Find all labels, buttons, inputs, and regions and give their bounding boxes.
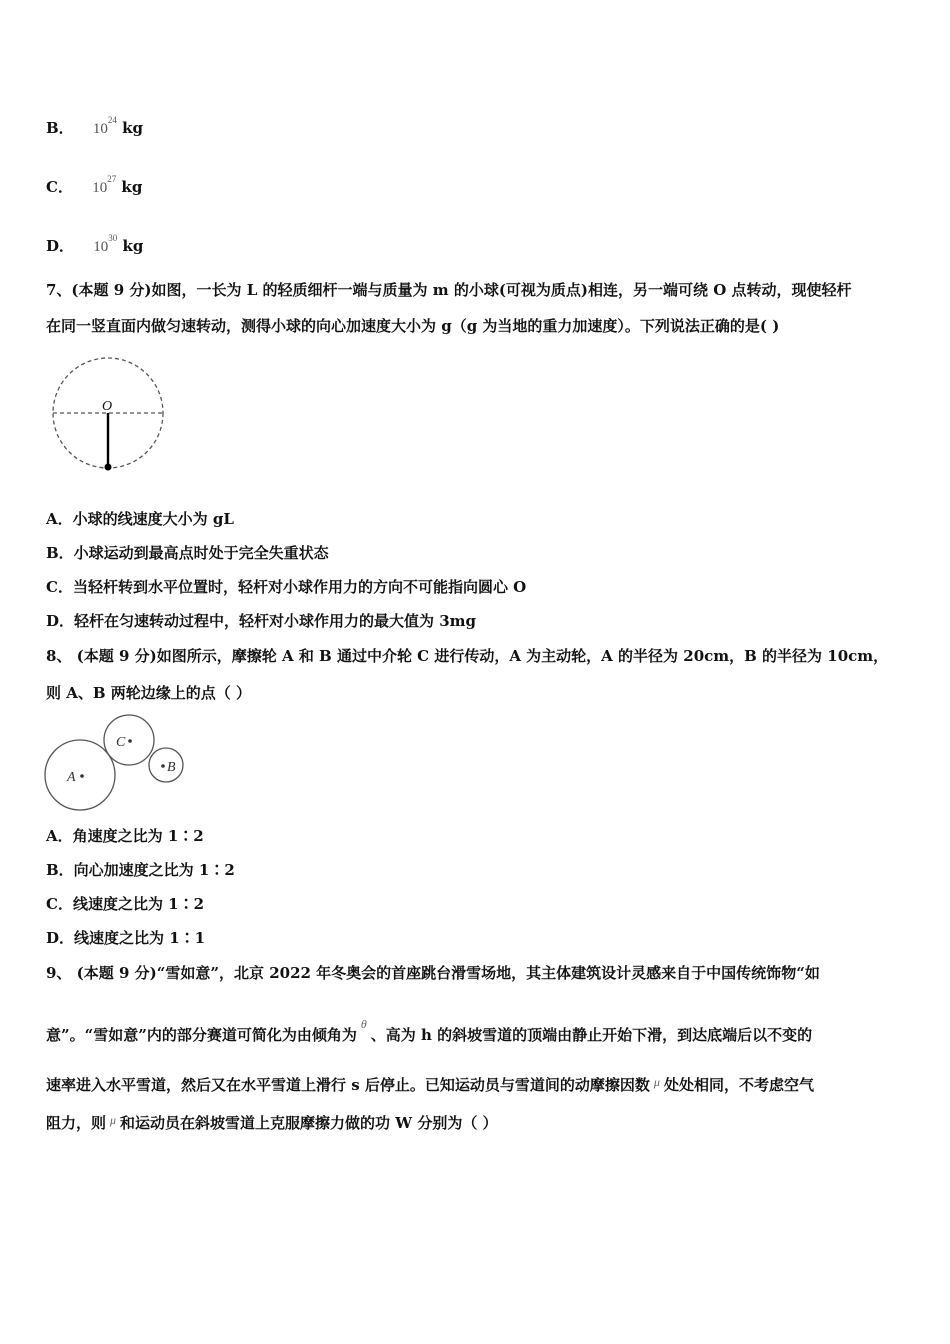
option-label: D． xyxy=(46,237,75,255)
power-expression: $10^{27}$ xyxy=(92,174,117,196)
wheel-b-label: B xyxy=(167,760,176,775)
wheel-a xyxy=(45,740,115,810)
q8-option-b: B．向心加速度之比为 1∶2 xyxy=(46,861,235,879)
q8-stem-line2: 则 A、B 两轮边缘上的点（ ） xyxy=(46,684,251,702)
mu-symbol: μ xyxy=(653,1075,660,1089)
wheel-c-center xyxy=(128,739,132,743)
q7-stem-line1: 7、(本题 9 分)如图，一长为 L 的轻质细杆一端与质量为 m 的小球(可视为质点)相连，另一端可绕 O 点转动，现使轻杆 xyxy=(46,281,852,299)
mu-symbol: μ xyxy=(110,1113,117,1127)
unit: kg xyxy=(121,178,143,196)
q8-stem-line1: 8、 (本题 9 分)如图所示，摩擦轮 A 和 B 通过中介轮 C 进行传动，A 为主动轮，A 的半径为 20cm，B 的半径为 10cm， xyxy=(46,647,889,665)
q9-stem-line1: 9、 (本题 9 分)“雪如意”，北京 2022 年冬奥会的首座跳台滑雪场地，其主体建筑设计灵感来自于中国传统饰物“如 xyxy=(46,964,820,982)
q7-option-d: D．轻杆在匀速转动过程中，轻杆对小球作用力的最大值为 3mg xyxy=(46,612,477,630)
wheel-b-center xyxy=(161,764,165,768)
power-expression: $10^{30}$ xyxy=(93,233,118,255)
wheel-a-label: A xyxy=(67,770,76,785)
ball xyxy=(105,464,112,471)
q8-figure-friction-wheels xyxy=(42,712,192,816)
q7-option-b: B．小球运动到最高点时处于完全失重状态 xyxy=(46,544,329,562)
q8-option-d: D．线速度之比为 1∶1 xyxy=(46,929,206,947)
q8-option-c: C．线速度之比为 1∶2 xyxy=(46,895,205,913)
theta-symbol: θ xyxy=(360,1017,367,1031)
unit: kg xyxy=(122,237,144,255)
wheel-a-center xyxy=(80,774,84,778)
q6-option-d xyxy=(46,232,143,257)
q7-option-c: C．当轻杆转到水平位置时，轻杆对小球作用力的方向不可能指向圆心 O xyxy=(46,578,527,596)
q9-stem-line4: 阻力，则 $^\mu$ 和运动员在斜坡雪道上克服摩擦力做的功 W 分别为（ ） xyxy=(46,1113,498,1132)
q9-stem-line2: 意”。“雪如意”内的部分赛道可简化为由倾角为$^\theta$、高为 h 的斜坡雪道的顶端由静止开始下滑，到达底端后以不变的 xyxy=(46,1017,813,1044)
q6-option-c xyxy=(46,173,142,198)
q6-option-b xyxy=(46,114,143,139)
q7-figure-circle-rod xyxy=(50,352,170,476)
option-label: B． xyxy=(46,119,74,137)
power-expression: $10^{24}$ xyxy=(92,115,117,137)
q7-option-a: A．小球的线速度大小为 gL xyxy=(46,510,234,528)
pivot-label-o: O xyxy=(102,399,113,414)
option-label: C． xyxy=(46,178,73,196)
q7-stem-line2: 在同一竖直面内做匀速转动，测得小球的向心加速度大小为 g（g 为当地的重力加速度）。下列说法正确的是( ) xyxy=(46,317,780,335)
wheel-c-label: C xyxy=(116,735,126,750)
wheel-b xyxy=(149,748,183,782)
q8-option-a: A．角速度之比为 1∶2 xyxy=(46,827,204,845)
unit: kg xyxy=(122,119,144,137)
q9-stem-line3: 速率进入水平雪道，然后又在水平雪道上滑行 s 后停止。已知运动员与雪道间的动摩擦因数 $^\mu$ 处处相同，不考虑空气 xyxy=(46,1075,814,1094)
